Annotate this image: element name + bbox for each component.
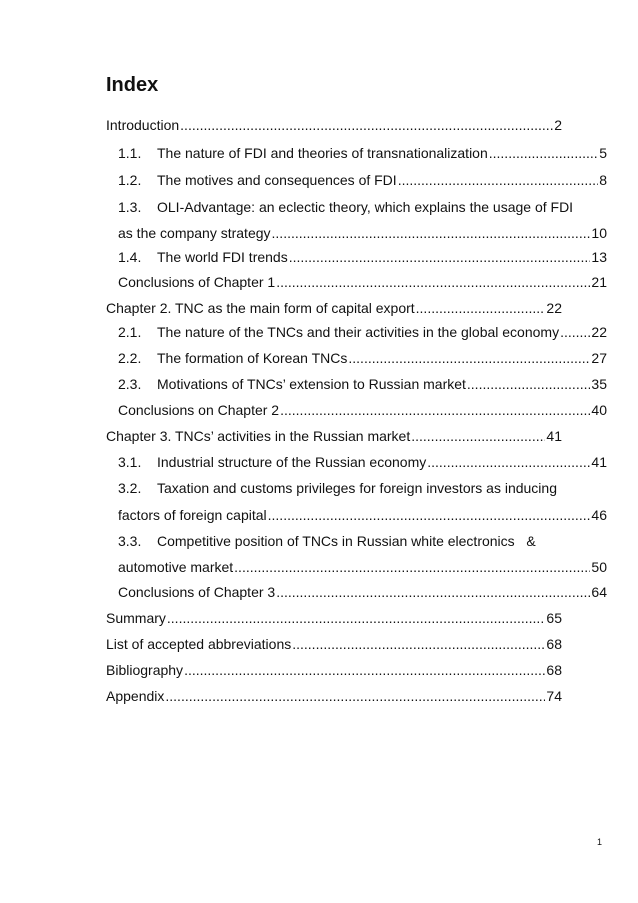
toc-entry-number: 1.1.	[118, 145, 142, 161]
toc-entry-chapter-3[interactable]	[106, 426, 562, 446]
toc-entry-page: 46	[591, 507, 607, 523]
toc-leader-dots	[272, 223, 591, 243]
toc-entry-number: 2.2.	[118, 350, 142, 366]
toc-entry-title: as the company strategy	[118, 225, 271, 241]
toc-entry-title: The nature of the TNCs and their activities in the global economy	[157, 324, 560, 340]
toc-leader-dots	[560, 322, 590, 342]
toc-entry-page: 13	[591, 249, 607, 265]
toc-entry-title: The motives and consequences of FDI	[157, 172, 397, 188]
toc-entry-introduction[interactable]	[106, 115, 562, 135]
toc-entry-3-1[interactable]	[118, 452, 607, 472]
toc-entry-appendix[interactable]	[106, 686, 562, 706]
toc-entry-page: 41	[546, 428, 562, 444]
toc-entry-title: List of accepted abbreviations	[106, 636, 292, 652]
toc-entry-1-3-line2[interactable]	[118, 223, 607, 243]
toc-entry-3-3-line2[interactable]	[118, 557, 607, 577]
toc-entry-title: Introduction	[106, 117, 180, 133]
toc-entry-3-2-line2[interactable]	[118, 505, 607, 525]
toc-entry-conclusions-2[interactable]	[118, 400, 607, 420]
toc-entry-title: Competitive position of TNCs in Russian white electronics &	[157, 533, 536, 549]
toc-leader-dots	[276, 272, 590, 292]
toc-leader-dots	[280, 400, 590, 420]
toc-entry-title: OLI-Advantage: an eclectic theory, which explains the usage of FDI	[157, 199, 574, 215]
toc-entry-title: Conclusions of Chapter 3	[118, 584, 276, 600]
toc-entry-number: 3.2.	[118, 480, 142, 496]
toc-entry-title: The nature of FDI and theories of transnationalization	[157, 145, 488, 161]
toc-entry-page: 64	[591, 584, 607, 600]
toc-entry-title: Chapter 3. TNCs’ activities in the Russian market	[106, 428, 411, 444]
toc-entry-page: 2	[554, 117, 562, 133]
toc-entry-1-3-line1[interactable]	[118, 197, 573, 217]
toc-entry-page: 41	[591, 454, 607, 470]
toc-entry-number: 1.4.	[118, 249, 142, 265]
toc-entry-conclusions-1[interactable]	[118, 272, 607, 292]
toc-leader-dots	[167, 608, 546, 628]
toc-entry-number: 2.3.	[118, 376, 142, 392]
toc-leader-dots	[427, 452, 590, 472]
toc-entry-number: 1.3.	[118, 199, 142, 215]
toc-entry-page: 8	[599, 172, 607, 188]
toc-entry-title: The formation of Korean TNCs	[157, 350, 348, 366]
toc-entry-page: 68	[546, 662, 562, 678]
toc-entry-number: 3.3.	[118, 533, 142, 549]
toc-entry-abbreviations[interactable]	[106, 634, 562, 654]
toc-entry-2-2[interactable]	[118, 348, 607, 368]
toc-leader-dots	[289, 247, 591, 267]
toc-entry-page: 10	[591, 225, 607, 241]
toc-entry-number: 2.1.	[118, 324, 142, 340]
toc-leader-dots	[184, 660, 545, 680]
toc-entry-number: 1.2.	[118, 172, 142, 188]
toc-leader-dots	[268, 505, 591, 525]
toc-entry-title: The world FDI trends	[157, 249, 288, 265]
toc-entry-title: Chapter 2. TNC as the main form of capital export	[106, 300, 415, 316]
toc-entry-3-3-line1[interactable]	[118, 531, 536, 551]
toc-entry-title: Bibliography	[106, 662, 184, 678]
toc-entry-1-1[interactable]	[118, 143, 607, 163]
toc-entry-title: Industrial structure of the Russian economy	[157, 454, 427, 470]
toc-entry-title: Motivations of TNCs’ extension to Russian market	[157, 376, 466, 392]
page-title: Index	[106, 74, 159, 96]
toc-entry-page: 40	[591, 402, 607, 418]
toc-leader-dots	[489, 143, 598, 163]
toc-entry-title: factors of foreign capital	[118, 507, 267, 523]
toc-entry-title: Taxation and customs privileges for foreign investors as inducing	[157, 480, 557, 496]
toc-entry-1-2[interactable]	[118, 170, 607, 190]
toc-leader-dots	[234, 557, 590, 577]
toc-entry-page: 21	[591, 274, 607, 290]
toc-entry-page: 74	[546, 688, 562, 704]
toc-entry-bibliography[interactable]	[106, 660, 562, 680]
toc-leader-dots	[411, 426, 545, 446]
toc-leader-dots	[165, 686, 545, 706]
toc-entry-2-3[interactable]	[118, 374, 607, 394]
toc-entry-3-2-line1[interactable]	[118, 478, 557, 498]
toc-entry-title: automotive market	[118, 559, 234, 575]
toc-leader-dots	[180, 115, 553, 135]
toc-entry-title: Appendix	[106, 688, 165, 704]
toc-entry-page: 22	[591, 324, 607, 340]
toc-entry-page: 5	[599, 145, 607, 161]
toc-entry-number: 3.1.	[118, 454, 142, 470]
toc-leader-dots	[416, 298, 546, 318]
toc-entry-title: Conclusions on Chapter 2	[118, 402, 280, 418]
toc-entry-chapter-2[interactable]	[106, 298, 562, 318]
toc-entry-page: 65	[546, 610, 562, 626]
toc-leader-dots	[467, 374, 591, 394]
toc-entry-summary[interactable]	[106, 608, 562, 628]
toc-leader-dots	[276, 582, 590, 602]
toc-leader-dots	[398, 170, 599, 190]
toc-entry-1-4[interactable]	[118, 247, 607, 267]
page-number: 1	[597, 837, 603, 847]
toc-entry-page: 68	[546, 636, 562, 652]
toc-entry-page: 22	[546, 300, 562, 316]
toc-entry-title: Summary	[106, 610, 166, 626]
toc-entry-page: 50	[591, 559, 607, 575]
toc-entry-title: Conclusions of Chapter 1	[118, 274, 276, 290]
toc-entry-2-1[interactable]	[118, 322, 607, 342]
toc-leader-dots	[292, 634, 545, 654]
toc-entry-page: 27	[591, 350, 607, 366]
toc-leader-dots	[348, 348, 590, 368]
toc-entry-conclusions-3[interactable]	[118, 582, 607, 602]
toc-entry-page: 35	[591, 376, 607, 392]
